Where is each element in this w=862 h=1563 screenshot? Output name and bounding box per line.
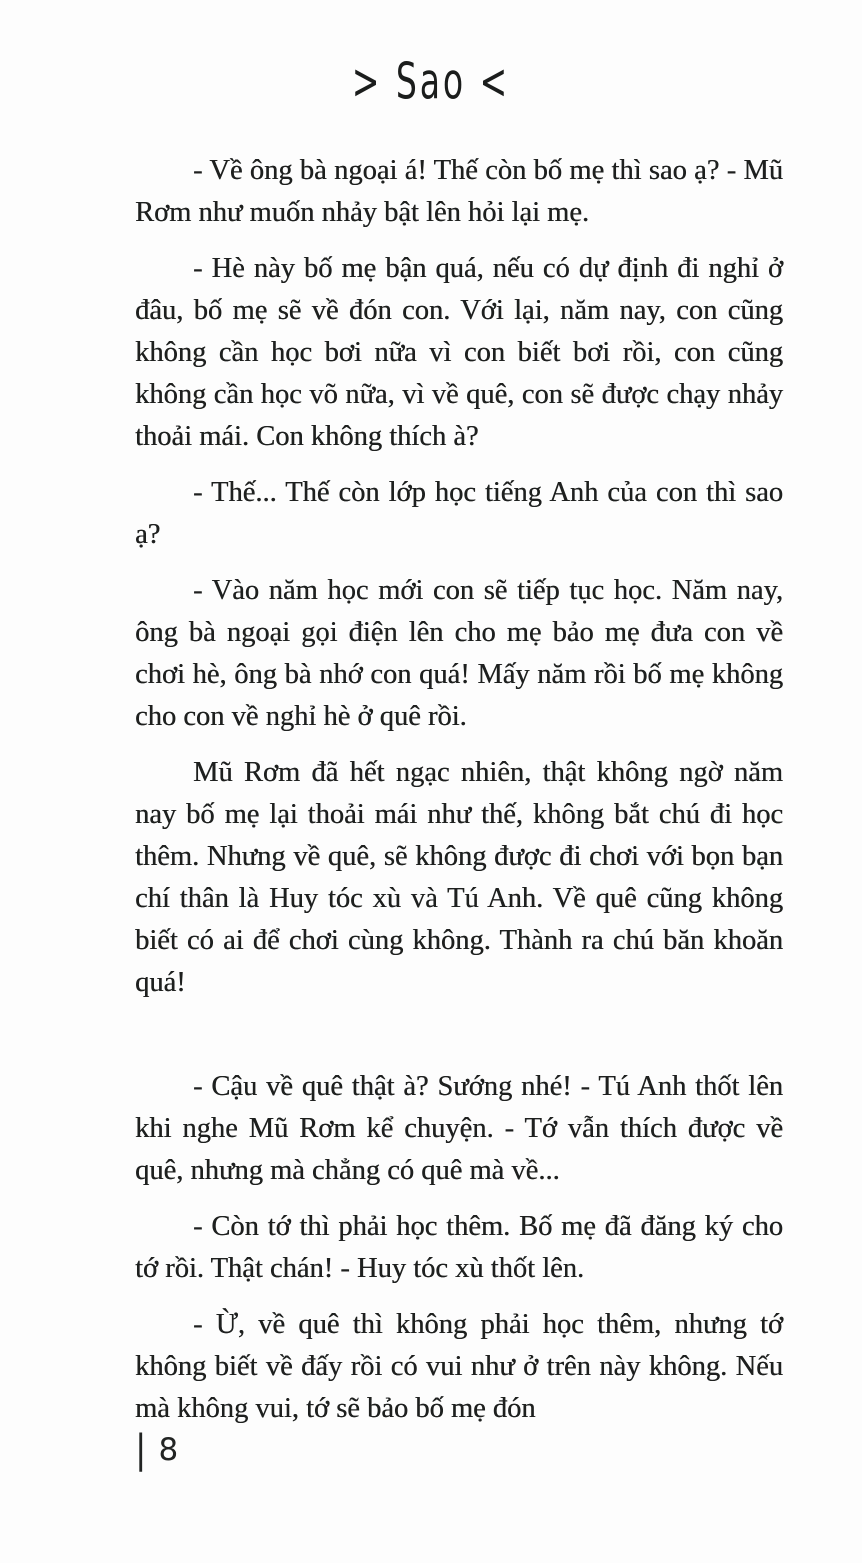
paragraph: - Về ông bà ngoại á! Thế còn bố mẹ thì sao ạ? - Mũ Rơm như muốn nhảy bật lên hỏi lại mẹ. (135, 155, 783, 228)
chapter-title: > Sao < (351, 52, 511, 111)
chapter-header (0, 52, 862, 111)
paragraph: - Thế... Thế còn lớp học tiếng Anh của con thì sao ạ? (135, 477, 783, 550)
paragraph: - Vào năm học mới con sẽ tiếp tục học. Năm nay, ông bà ngoại gọi điện lên cho mẹ bảo mẹ đưa con về chơi hè, ông bà nhớ con quá! Mấy năm rồi bố mẹ không cho con về nghỉ hè ở quê rồi. (135, 575, 783, 732)
paragraph: - Cậu về quê thật à? Sướng nhé! - Tú Anh thốt lên khi nghe Mũ Rơm kể chuyện. - Tớ vẫn thích được về quê, nhưng mà chẳng có quê mà về... (135, 1071, 783, 1186)
paragraph: - Ừ, về quê thì không phải học thêm, nhưng tớ không biết về đấy rồi có vui như ở trên này không. Nếu mà không vui, tớ sẽ bảo bố mẹ đón (135, 1309, 783, 1424)
footer-separator: | (135, 1427, 147, 1473)
paragraph: Mũ Rơm đã hết ngạc nhiên, thật không ngờ năm nay bố mẹ lại thoải mái như thế, không bắt chú đi học thêm. Nhưng về quê, sẽ không được đi chơi với bọn bạn chí thân là Huy tóc xù và Tú Anh. Về quê cũng không biết có ai để chơi cùng không. Thành ra chú băn khoăn quá! (135, 757, 783, 998)
paragraph: - Còn tớ thì phải học thêm. Bố mẹ đã đăng ký cho tớ rồi. Thật chán! - Huy tóc xù thốt lên. (135, 1211, 783, 1284)
page-number: 8 (158, 1432, 179, 1468)
body-text (135, 150, 783, 1444)
paragraph: - Hè này bố mẹ bận quá, nếu có dự định đi nghỉ ở đâu, bố mẹ sẽ về đón con. Với lại, năm nay, con cũng không cần học bơi nữa vì con biết bơi rồi, con cũng không cần học võ nữa, vì về quê, con sẽ được chạy nhảy thoải mái. Con không thích à? (135, 253, 783, 452)
page-footer (135, 1427, 179, 1473)
